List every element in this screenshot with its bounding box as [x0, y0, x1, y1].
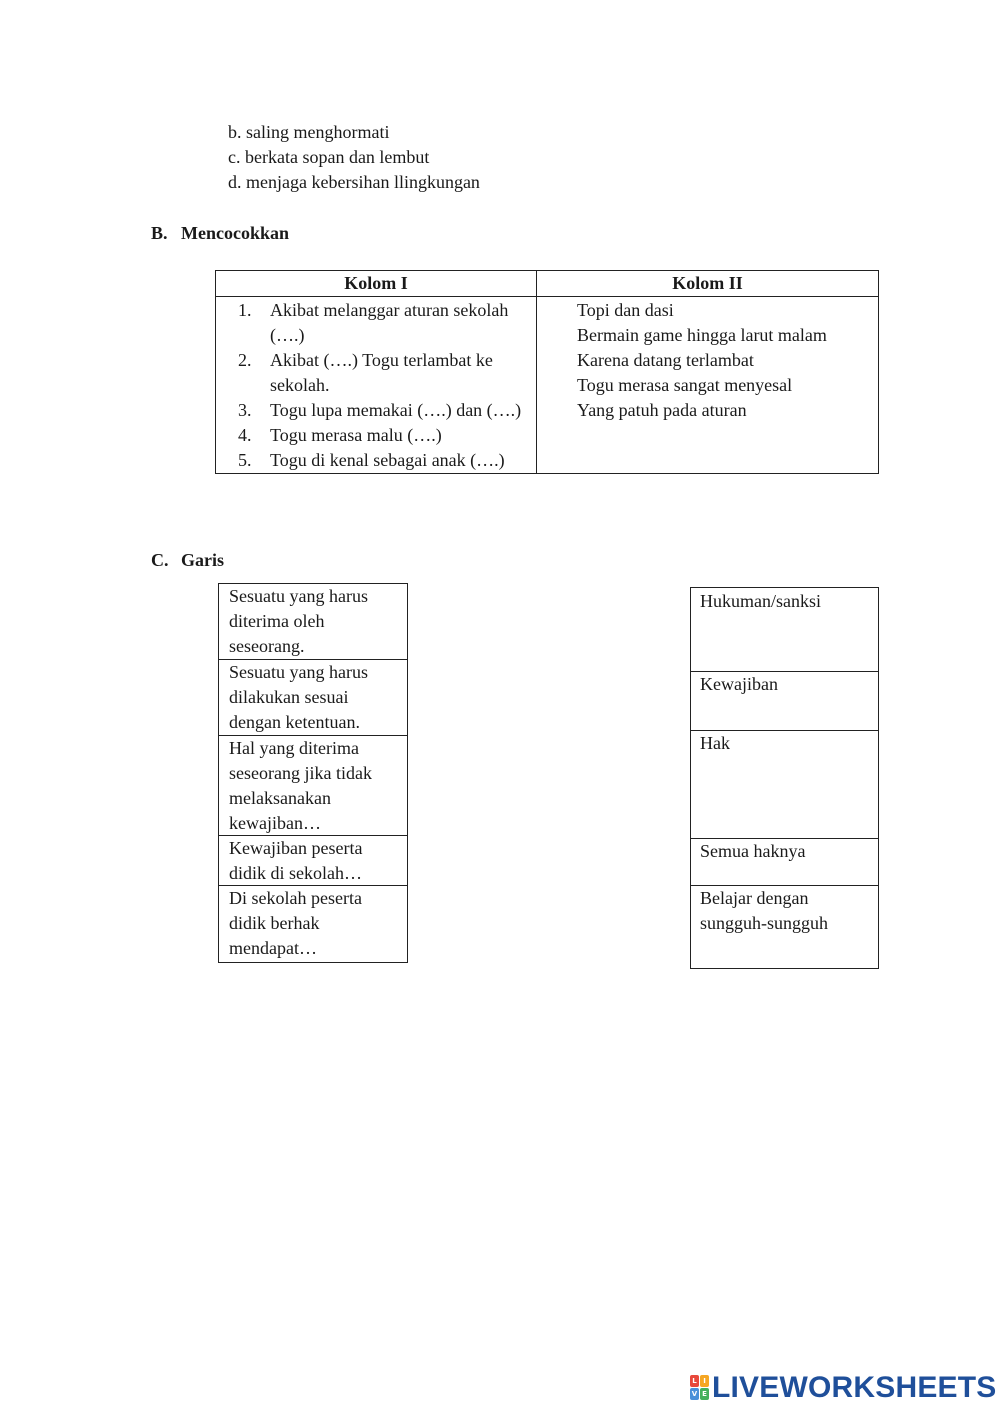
left-match-box-4[interactable]: Kewajiban peserta didik di sekolah… [218, 835, 408, 886]
option-b: b. saling menghormati [228, 122, 390, 142]
logo-text: LIVEWORKSHEETS [712, 1371, 997, 1404]
answer-item: Yang patuh pada aturan [577, 400, 747, 420]
section-b-heading [151, 221, 289, 245]
left-match-box-3[interactable]: Hal yang diterima seseorang jika tidak melaksanakan kewajiban… [218, 735, 408, 836]
answer-item: Karena datang terlambat [577, 350, 754, 370]
logo-mark-tile: E [700, 1388, 709, 1400]
table-body-row [216, 297, 879, 474]
section-c-title: Garis [181, 550, 224, 570]
question-text: Togu di kenal sebagai anak (….) [270, 450, 505, 470]
question-item [216, 298, 536, 348]
answer-cell [537, 297, 879, 474]
answer-item: Topi dan dasi [577, 300, 674, 320]
question-text: Togu lupa memakai (….) dan (….) [270, 400, 522, 420]
question-number: 1. [238, 300, 252, 320]
right-match-box-3[interactable]: Hak [690, 730, 879, 839]
section-c-heading [151, 548, 224, 572]
question-number: 3. [238, 400, 252, 420]
logo-mark-tile: L [690, 1375, 699, 1387]
left-match-box-5[interactable]: Di sekolah peserta didik berhak mendapat… [218, 885, 408, 963]
right-match-box-4[interactable]: Semua haknya [690, 838, 879, 886]
table-header-row [216, 271, 879, 297]
column-1-header: Kolom I [216, 271, 537, 297]
question-cell [216, 297, 537, 474]
question-number: 2. [238, 350, 252, 370]
question-text: Akibat melanggar aturan sekolah (….) [270, 300, 509, 345]
question-item [216, 423, 536, 448]
section-b-letter: B. [151, 223, 168, 243]
question-text: Togu merasa malu (….) [270, 425, 442, 445]
section-b-title: Mencocokkan [181, 223, 289, 243]
logo-mark-tile: I [700, 1375, 709, 1387]
right-match-box-1[interactable]: Hukuman/sanksi [690, 587, 879, 672]
option-d: d. menjaga kebersihan llingkungan [228, 172, 480, 192]
answer-item: Togu merasa sangat menyesal [577, 375, 793, 395]
matching-table [215, 270, 879, 474]
question-text: Akibat (….) Togu terlambat ke sekolah. [270, 350, 493, 395]
question-item [216, 448, 536, 473]
left-match-box-1[interactable]: Sesuatu yang harus diterima oleh seseorang. [218, 583, 408, 660]
question-item [216, 348, 536, 398]
column-2-header: Kolom II [537, 271, 879, 297]
question-number: 4. [238, 425, 252, 445]
right-match-box-2[interactable]: Kewajiban [690, 671, 879, 731]
option-c: c. berkata sopan dan lembut [228, 147, 430, 167]
logo-mark-tile: V [691, 1390, 698, 1398]
left-match-box-2[interactable]: Sesuatu yang harus dilakukan sesuai dengan ketentuan. [218, 659, 408, 736]
question-number: 5. [238, 450, 252, 470]
liveworksheets-logo [690, 1372, 997, 1404]
question-item [216, 398, 536, 423]
right-match-box-5[interactable]: Belajar dengan sungguh-sungguh [690, 885, 879, 969]
section-c-letter: C. [151, 550, 169, 570]
answer-item: Bermain game hingga larut malam [577, 325, 827, 345]
logo-mark-icon [690, 1375, 710, 1401]
